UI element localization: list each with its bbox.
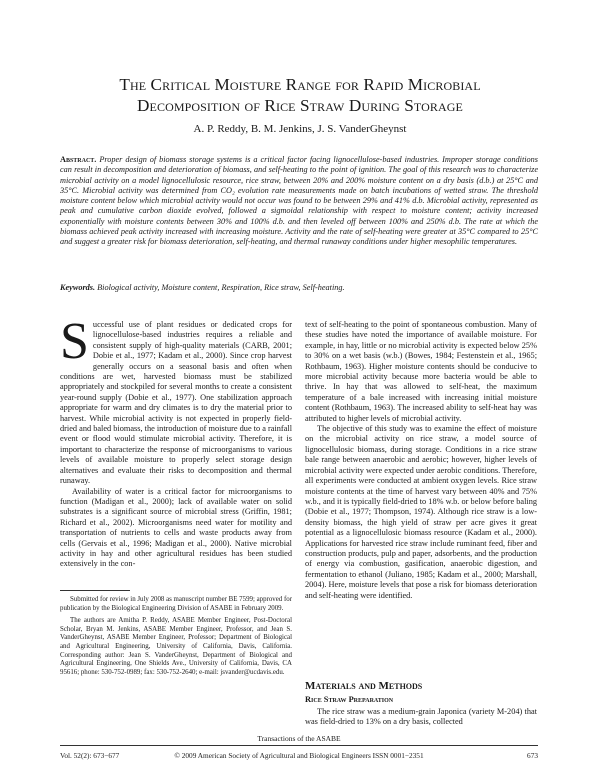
title-line-2: Decomposition of Rice Straw During Storage xyxy=(137,96,463,115)
page-number: 673 xyxy=(527,751,538,760)
footnote xyxy=(60,596,292,677)
journal-name: Transactions of the ASABE xyxy=(257,734,341,743)
author-list: A. P. Reddy, B. M. Jenkins, J. S. VanderGheynst xyxy=(193,123,407,135)
right-column xyxy=(305,320,537,601)
footer-divider xyxy=(60,745,538,746)
methods-text xyxy=(305,707,537,728)
footer-copyright: © 2009 American Society of Agricultural and Biological Engineers ISSN 0001−2351 xyxy=(174,751,424,760)
abstract xyxy=(60,155,538,248)
keywords-label: Keywords. xyxy=(60,283,96,292)
footnote-divider xyxy=(60,590,130,591)
title-line-1: The Critical Moisture Range for Rapid Microbial xyxy=(119,75,481,94)
intro-paragraph-1 xyxy=(60,313,292,487)
intro-paragraph-2: Availability of water is a critical factor for microorganisms to function (Madigan et al., 2000); lack of available water on solid substrates is a significant source of microbial stress (Griffin, 1981; Richard et al., 2002). Microorganisms need water for motility and transportation of nutrients to cells and waste products away from cells (Gervais et al., 1996; Madigan et al., 2000). Native microbial activity in hay and other agricultural residues has been studied extensively in the con- xyxy=(60,486,292,569)
keywords-text: Biological activity, Moisture content, Respiration, Rice straw, Self-heating. xyxy=(95,283,345,292)
drop-cap: S xyxy=(60,313,89,370)
abstract-text: Proper design of biomass storage systems is a critical factor facing lignocellulose-based industries. Improper storage conditions can result in decomposition and deterioration of biomass, and self-heating to the point of ignition. The goal of this research was to characterize microbial activity on a model lignocellulosic resource, rice straw, between 20% and 200% moisture content on a dry basis (d.b.) at 25°C and 35°C. Microbial activity was determined from CO₂ evolution rate measurements made on batch incubations of wetted straw. The threshold moisture content below which microbial activity would not occur was found to be between 29% and 41% d.b. Microbial activity, represented as peak and cumulative carbon dioxide evolved, followed a sigmoidal relationship with respect to moisture content; activity increased exponentially with moisture contents between 30% and 100% d.b. and then leveled off between 100% and 250% d.b. The rate at which the biomass achieved peak activity increased with increasing moisture. Activity and the rate of self-heating were greater at 35°C compared to 25°C and suggest a greater risk for biomass deterioration, self-heating, and thermal runaway conditions under higher mesophilic temperatures. xyxy=(60,155,539,247)
subsection-heading: Rice Straw Preparation xyxy=(305,695,394,704)
abstract-label: Abstract. xyxy=(60,155,97,164)
footer-volume: Vol. 52(2): 673−677 xyxy=(60,751,120,760)
section-heading: Materials and Methods xyxy=(305,680,423,692)
right-paragraph-2: The objective of this study was to examine the effect of moisture on the microbial activity on rice straw, a model source of lignocellulosic biomass, during storage. Conditions in a rice straw bale range between anaerobic and aerobic; however, higher levels of microbial activity were expected under aerobic conditions. Therefore, all experiments were conducted at ambient oxygen levels. Rice straw moisture contents at the time of harvest vary between 40% and 75% w.b., and it is typically field-dried to 18% w.b. or below before baling (Dobie et al., 1977; Thompson, 1974). Although rice straw is a low-density biomass, the high yield of straw per acre gives it great potential as a lignocellulosic biomass resource (Kadam et al., 2000). Applications for harvested rice straw include ruminant feed, fiber and construction products, pulp and paper, adsorbents, and the production of energy via combustion, gasification, anaerobic digestion, and fermentation to ethanol (Juliano, 1985; Kadam et al., 2000; Marshall, 2004). Here, moisture levels that pose a risk for biomass deterioration and self-heating were identified. xyxy=(305,424,537,600)
intro-paragraph-1-text: uccessful use of plant residues or dedicated crops for lignocellulose-based industries requires a reliable and consistent supply of high-quality materials (CARB, 2001; Dobie et al., 1977; Kadam et al., 2000). Since crop harvest generally occurs on a seasonal basis and often when conditions are wet, harvested biomass must be stabilized appropriately and stockpiled for several months to create a consistent year-round supply (Dobie et al., 1977). One stabilization approach appropriate for warm and dry climates is to dry the material prior to harvest. While microbial activity is not expected in properly field-dried and baled biomass, the introduction of moisture due to a rainfall event or flood would stimulate microbial activity. Therefore, it is important to characterize the response of microorganisms to various levels of available moisture to properly select storage design alternatives and evaluate their risks to decomposition and thermal runaway. xyxy=(60,320,292,486)
left-column xyxy=(60,313,292,570)
footnote-submission: Submitted for review in July 2008 as manuscript number BE 7599; approved for publication by the Biological Engineering Division of ASABE in February 2009. xyxy=(60,596,292,612)
footnote-authors: The authors are Amitha P. Reddy, ASABE Member Engineer, Post-Doctoral Scholar, Bryan M. Jenkins, ASABE Member Engineer, Professor, and Jean S. VanderGheynst, ASABE Member Engineer, Professor; Department of Biological and Agricultural Engineering, University of California, Davis, California. Corresponding author: Jean S. VanderGheynst, Department of Biological and Agricultural Engineering, One Shields Ave., University of California, Davis, CA 95616; phone: 530-752-0989; fax: 530-752-2640; e-mail: jsvander@ucdavis.edu. xyxy=(60,617,292,676)
keywords xyxy=(60,283,538,292)
methods-paragraph-1: The rice straw was a medium-grain Japonica (variety M-204) that was field-dried to 13% on a dry basis, collected xyxy=(305,707,537,727)
right-paragraph-1: text of self-heating to the point of spontaneous combustion. Many of these studies have noted the importance of available moisture. For example, in hay, little or no microbial activity is expected below 25% to 30% on a wet basis (w.b.) (Bowes, 1984; Festenstein et al., 1965; Rothbaum, 1963). Higher moisture contents should be conducive to more microbial activity because more bacteria would be able to thrive. In hay that was allowed to self-heat, the maximum temperature of a bale increased with increasing initial moisture content (Rothbaum, 1963). The increased ability to self-heat hay was attributed to higher levels of microbial activity. xyxy=(305,320,537,423)
paper-title xyxy=(40,74,560,116)
